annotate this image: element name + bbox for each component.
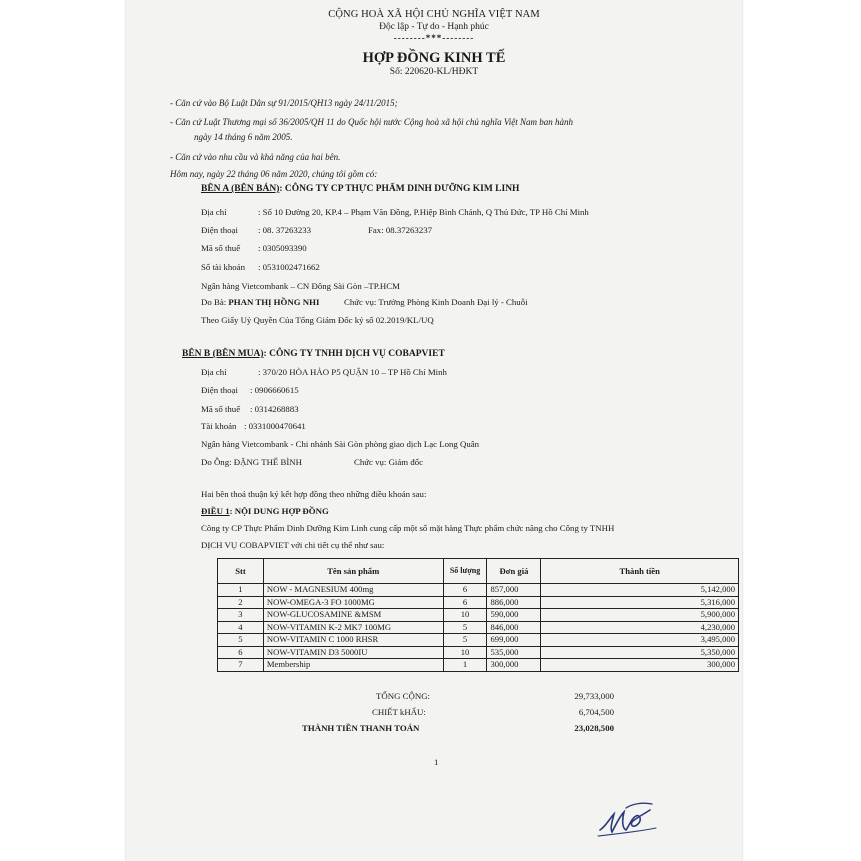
payment-label: THÀNH TIỀN THANH TOÁN xyxy=(302,723,420,733)
party-b-phone: : 0906660615 xyxy=(250,385,299,395)
cell-stt: 4 xyxy=(218,621,264,634)
party-a-label: BÊN A (BÊN BÁN) xyxy=(201,184,280,194)
cell-amount: 5,900,000 xyxy=(541,609,739,622)
cell-stt: 1 xyxy=(218,584,264,597)
party-b-account-label: Tài khoản xyxy=(201,421,237,431)
header-unit-price: Đơn giá xyxy=(487,559,541,584)
cell-quantity: 6 xyxy=(443,584,487,597)
party-a-tax-label: Mã số thuế xyxy=(201,243,241,253)
signature-initials xyxy=(596,800,660,840)
cell-stt: 2 xyxy=(218,596,264,609)
cell-amount: 5,316,000 xyxy=(541,596,739,609)
party-a-phone: : 08. 37263233 xyxy=(258,225,312,235)
cell-unit-price: 857,000 xyxy=(487,584,541,597)
cell-stt: 3 xyxy=(218,609,264,622)
cell-unit-price: 590,000 xyxy=(487,609,541,622)
items-table xyxy=(217,558,739,672)
party-b-name: : CÔNG TY TNHH DỊCH VỤ COBAPVIET xyxy=(263,349,445,359)
table-header-row xyxy=(218,559,739,584)
basis-line-1: - Căn cứ vào Bộ Luật Dân sự 91/2015/QH13 ngày 24/11/2015; xyxy=(170,98,398,108)
article-1-line-2: DỊCH VỤ COBAPVIET với chi tiết cụ thể như sau: xyxy=(201,540,385,550)
party-a-address: : Số 10 Đường 20, KP.4 – Phạm Văn Đồng, P.Hiệp Bình Chánh, Q Thủ Đức, TP Hồ Chí Minh xyxy=(258,207,589,217)
cell-quantity: 10 xyxy=(443,609,487,622)
contract-number: Số: 220620-KL/HĐKT xyxy=(389,67,479,77)
table-row xyxy=(218,646,739,659)
party-a-account: : 0531002471662 xyxy=(258,262,320,272)
header-product: Tên sản phẩm xyxy=(263,559,443,584)
cell-product: NOW-OMEGA-3 FO 1000MG xyxy=(263,596,443,609)
party-a-phone-label: Điện thoại xyxy=(201,225,238,235)
party-a-authority: Theo Giấy Uỷ Quyền Của Tổng Giám Đốc ký số 02.2019/KL/UQ xyxy=(201,315,434,325)
party-a-name: : CÔNG TY CP THỰC PHẨM DINH DƯỠNG KIM LINH xyxy=(279,184,520,194)
cell-stt: 6 xyxy=(218,646,264,659)
article-1-line-1: Công ty CP Thực Phẩm Dinh Dưỡng Kim Linh cung cấp một số mặt hàng Thực phẩm chức năng cho Công ty TNHH xyxy=(201,523,615,533)
contract-page xyxy=(126,0,742,861)
party-b-account: : 0331000470641 xyxy=(244,421,306,431)
party-b-tax: : 0314268883 xyxy=(250,404,299,414)
discount-value: 6,704,500 xyxy=(578,707,614,717)
party-a-fax: Fax: 08.37263237 xyxy=(368,225,433,235)
cell-amount: 5,350,000 xyxy=(541,646,739,659)
payment-value: 23,028,500 xyxy=(574,723,614,733)
party-a-rep-role: Chức vụ: Trưởng Phòng Kinh Doanh Đại lý - Chuỗi xyxy=(344,297,528,307)
party-b-label: BÊN B (BÊN MUA) xyxy=(182,349,264,359)
cell-unit-price: 300,000 xyxy=(487,659,541,672)
table-row xyxy=(218,621,739,634)
cell-product: NOW-VITAMIN C 1000 RHSR xyxy=(263,634,443,647)
cell-quantity: 10 xyxy=(443,646,487,659)
cell-quantity: 5 xyxy=(443,621,487,634)
party-a-bank: Ngân hàng Vietcombank – CN Đông Sài Gòn –TP.HCM xyxy=(201,281,400,291)
agreement-line: Hai bên thoả thuận ký kết hợp đồng theo những điều khoản sau: xyxy=(201,489,427,499)
header-divider: --------***-------- xyxy=(393,33,475,43)
table-row xyxy=(218,584,739,597)
basis-line-3: ngày 14 tháng 6 năm 2005. xyxy=(194,132,293,142)
party-b-phone-label: Điện thoại xyxy=(201,385,238,395)
page-number: 1 xyxy=(434,757,439,767)
cell-quantity: 5 xyxy=(443,634,487,647)
article-1-heading xyxy=(201,506,329,516)
party-a-heading xyxy=(201,184,519,194)
cell-amount: 3,495,000 xyxy=(541,634,739,647)
today-line: Hôm nay, ngày 22 tháng 06 năm 2020, chúng tôi gồm có: xyxy=(170,169,378,179)
cell-product: NOW - MAGNESIUM 400mg xyxy=(263,584,443,597)
cell-unit-price: 846,000 xyxy=(487,621,541,634)
table-row xyxy=(218,609,739,622)
cell-product: NOW-VITAMIN D3 5000IU xyxy=(263,646,443,659)
header-amount: Thành tiền xyxy=(541,559,739,584)
party-a-rep-label: Do Bà: xyxy=(201,297,229,307)
article-1-title: : NỘI DUNG HỢP ĐỒNG xyxy=(229,506,329,516)
header-stt: Stt xyxy=(218,559,264,584)
party-a-tax: : 0305093390 xyxy=(258,243,307,253)
cell-amount: 300,000 xyxy=(541,659,739,672)
party-b-bank: Ngân hàng Vietcombank - Chi nhánh Sài Gòn phòng giao dịch Lạc Long Quân xyxy=(201,439,480,449)
cell-stt: 7 xyxy=(218,659,264,672)
cell-unit-price: 886,000 xyxy=(487,596,541,609)
cell-amount: 4,230,000 xyxy=(541,621,739,634)
cell-unit-price: 699,000 xyxy=(487,634,541,647)
party-a-rep-name: PHAN THỊ HỒNG NHI xyxy=(228,297,320,307)
table-row xyxy=(218,659,739,672)
party-a-representative xyxy=(201,297,319,307)
cell-unit-price: 535,000 xyxy=(487,646,541,659)
party-b-tax-label: Mã số thuế xyxy=(201,404,241,414)
party-a-address-label: Địa chỉ xyxy=(201,207,227,217)
party-b-rep-role: Chức vụ: Giám đốc xyxy=(354,457,424,467)
discount-label: CHIẾT kHẤU: xyxy=(372,707,426,717)
party-b-representative: Do Ông: ĐẶNG THẾ BÌNH xyxy=(201,457,302,467)
national-title: CỘNG HOÀ XÃ HỘI CHỦ NGHĨA VIỆT NAM xyxy=(328,9,540,20)
cell-product: NOW-VITAMIN K-2 MK7 100MG xyxy=(263,621,443,634)
cell-quantity: 6 xyxy=(443,596,487,609)
party-b-heading xyxy=(182,349,445,359)
national-motto: Độc lập - Tự do - Hạnh phúc xyxy=(379,22,489,32)
cell-amount: 5,142,000 xyxy=(541,584,739,597)
total-value: 29,733,000 xyxy=(574,691,614,701)
party-b-address: : 370/20 HÒA HẢO P5 QUẬN 10 – TP Hồ Chí Minh xyxy=(258,367,447,377)
basis-line-2: - Căn cứ Luật Thương mại số 36/2005/QH 11 do Quốc hội nước Cộng hoà xã hội chủ nghĩa Việt Nam ban hành xyxy=(170,117,573,127)
basis-line-4: - Căn cứ vào nhu cầu và khả năng của hai bên. xyxy=(170,152,341,162)
header-quantity: Số lượng xyxy=(443,559,487,584)
party-a-account-label: Số tài khoản xyxy=(201,262,245,272)
article-1-label: ĐIỀU 1 xyxy=(201,506,230,516)
cell-stt: 5 xyxy=(218,634,264,647)
table-row xyxy=(218,634,739,647)
cell-product: Membership xyxy=(263,659,443,672)
cell-product: NOW-GLUCOSAMINE &MSM xyxy=(263,609,443,622)
party-b-address-label: Địa chỉ xyxy=(201,367,227,377)
table-row xyxy=(218,596,739,609)
document-title: HỢP ĐỒNG KINH TẾ xyxy=(362,50,506,66)
cell-quantity: 1 xyxy=(443,659,487,672)
total-label: TỔNG CỘNG: xyxy=(376,691,431,701)
